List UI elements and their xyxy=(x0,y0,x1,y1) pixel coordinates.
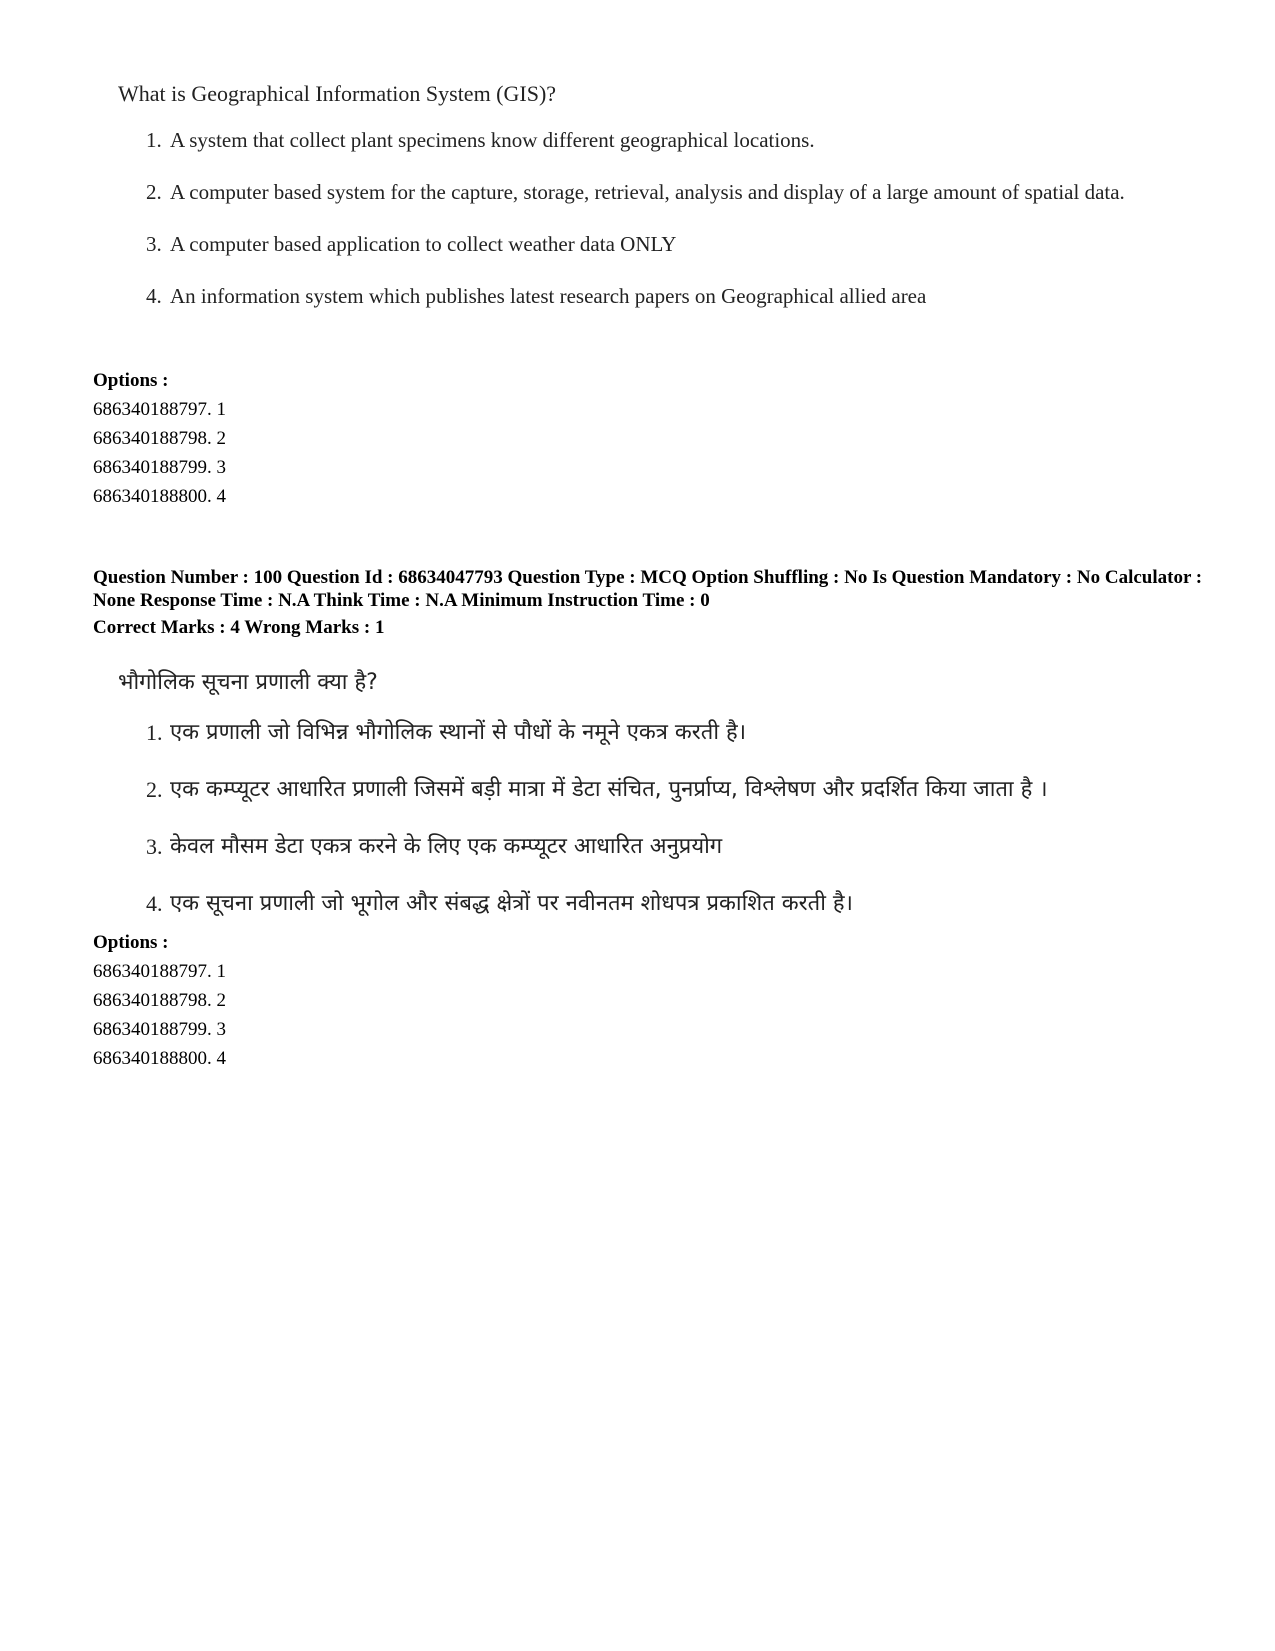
choice-item xyxy=(118,282,1198,310)
options-block-english xyxy=(93,366,226,511)
choice-number: 2. xyxy=(146,180,162,204)
choice-text: एक प्रणाली जो विभिन्न भौगोलिक स्थानों से पौधों के नमूने एकत्र करती है। xyxy=(170,720,747,745)
option-line: 686340188797. 1 xyxy=(93,961,226,982)
choice-list-hindi xyxy=(118,718,1238,919)
choice-item xyxy=(118,775,1238,805)
choice-text: केवल मौसम डेटा एकत्र करने के लिए एक कम्प्यूटर आधारित अनुप्रयोग xyxy=(170,834,723,859)
question-meta xyxy=(93,566,1223,639)
question-hindi xyxy=(118,668,1238,946)
options-block-hindi xyxy=(93,928,226,1073)
choice-number: 4. xyxy=(146,284,162,308)
choice-item xyxy=(118,832,1238,862)
question-text-hindi: भौगोलिक सूचना प्रणाली क्या है? xyxy=(118,670,378,695)
question-meta-details: Question Number : 100 Question Id : 68634047793 Question Type : MCQ Option Shuffling : No Is Question Mandatory : No Calculator : None Response Time : N.A Think Time : N.A Minimum Instruction Time : 0 xyxy=(93,567,1203,611)
choice-text: A computer based application to collect weather data ONLY xyxy=(170,232,677,256)
options-heading: Options : xyxy=(93,370,169,391)
question-marks: Correct Marks : 4 Wrong Marks : 1 xyxy=(93,617,385,638)
choice-item xyxy=(118,718,1238,748)
option-line: 686340188798. 2 xyxy=(93,428,226,449)
choice-item xyxy=(118,178,1198,206)
choice-number: 3. xyxy=(146,834,163,859)
option-line: 686340188797. 1 xyxy=(93,399,226,420)
choice-item xyxy=(118,126,1198,154)
choice-item xyxy=(118,230,1198,258)
choice-text: एक कम्प्यूटर आधारित प्रणाली जिसमें बड़ी मात्रा में डेटा संचित, पुनर्प्राप्य, विश्लेषण और प्रदर्शित किया जाता है । xyxy=(170,777,1048,802)
choice-item xyxy=(118,889,1238,919)
choice-text: एक सूचना प्रणाली जो भूगोल और संबद्ध क्षेत्रों पर नवीनतम शोधपत्र प्रकाशित करती है। xyxy=(170,891,853,916)
option-line: 686340188800. 4 xyxy=(93,486,226,507)
choice-number: 3. xyxy=(146,232,162,256)
question-english xyxy=(118,80,1198,334)
option-line: 686340188799. 3 xyxy=(93,457,226,478)
choice-text: A computer based system for the capture, storage, retrieval, analysis and display of a large amount of spatial data. xyxy=(170,180,1125,204)
choice-number: 4. xyxy=(146,891,163,916)
option-line: 686340188798. 2 xyxy=(93,990,226,1011)
choice-number: 2. xyxy=(146,777,163,802)
choice-text: An information system which publishes latest research papers on Geographical allied area xyxy=(170,284,927,308)
option-line: 686340188799. 3 xyxy=(93,1019,226,1040)
question-text-english: What is Geographical Information System (GIS)? xyxy=(118,81,557,106)
option-line: 686340188800. 4 xyxy=(93,1048,226,1069)
choice-number: 1. xyxy=(146,720,163,745)
options-heading: Options : xyxy=(93,932,169,953)
choice-number: 1. xyxy=(146,128,162,152)
choice-list-english xyxy=(118,126,1198,310)
choice-text: A system that collect plant specimens know different geographical locations. xyxy=(170,128,815,152)
